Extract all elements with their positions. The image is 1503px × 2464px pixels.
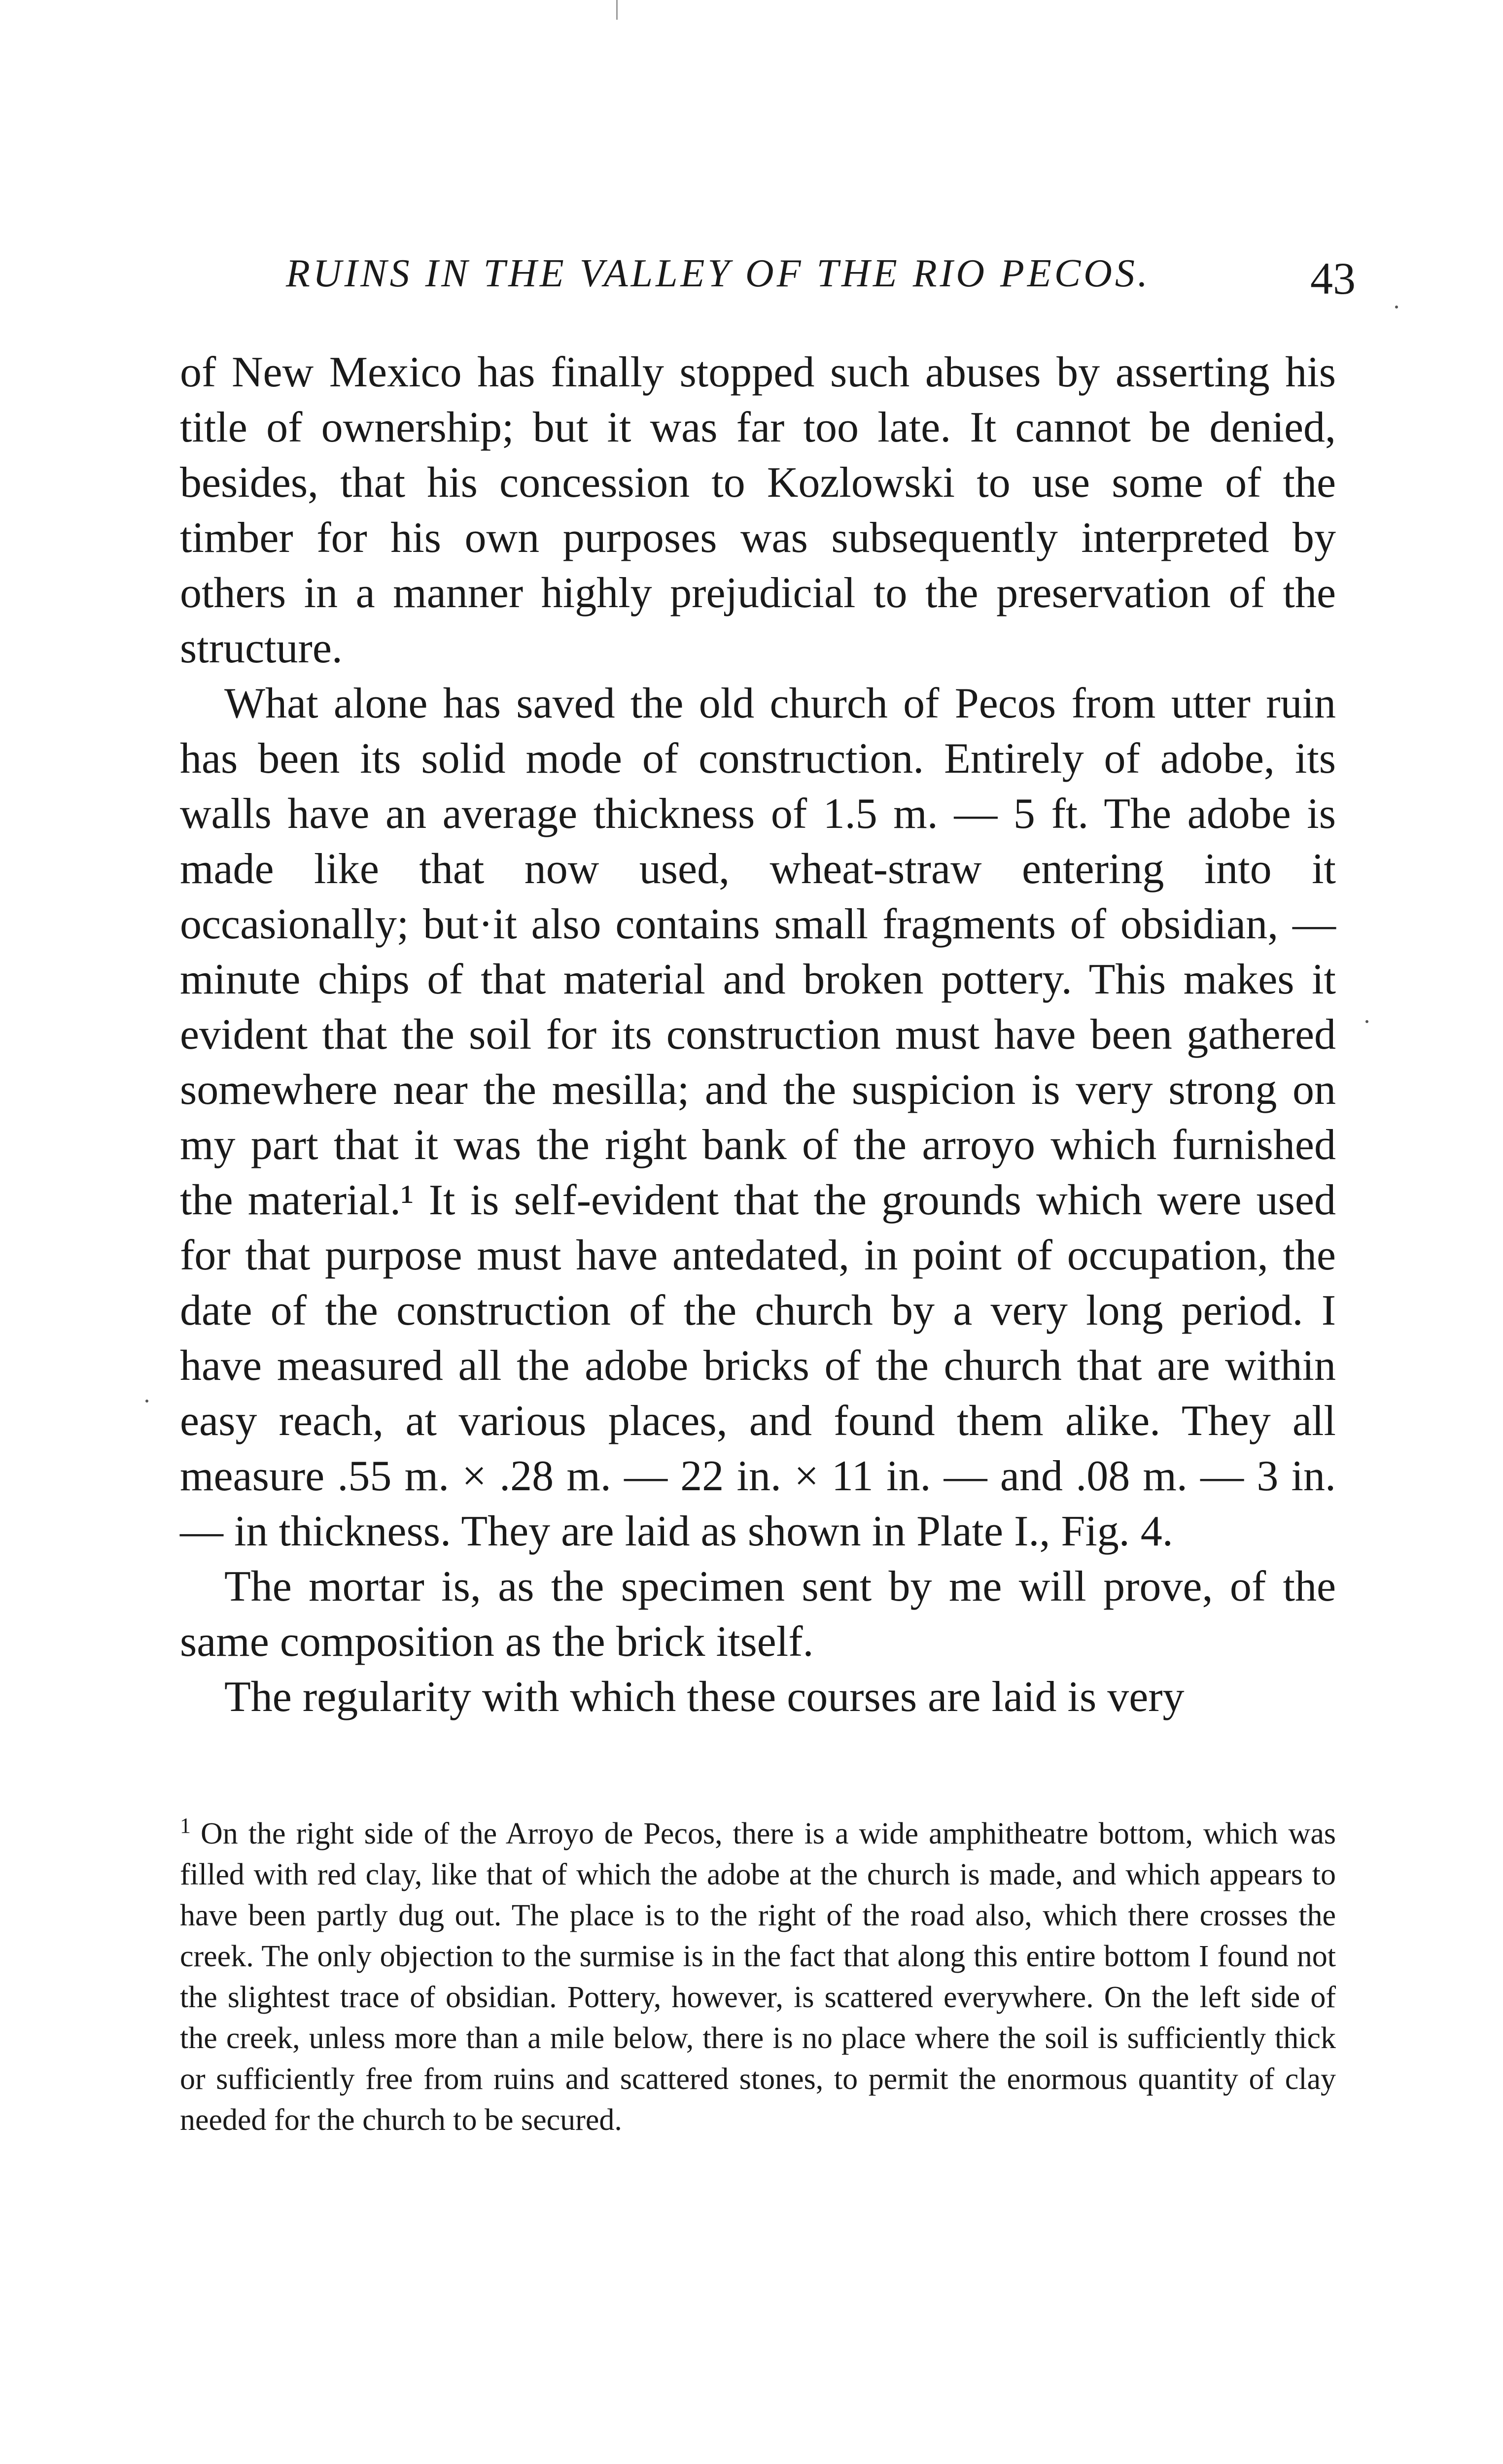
margin-dot — [1395, 306, 1398, 308]
paragraph: The regularity with which these courses are laid is very — [224, 1673, 1185, 1721]
margin-dot — [145, 1400, 148, 1403]
footnote-text: On the right side of the Arroyo de Pecos, there is a wide amphitheatre bottom, which was filled with red clay, like that of which the adobe at the church is made, and which appears to have been partly dug out. The place is to the right of the road also, which there crosses the creek. The only objection to the surmise is in the fact that along this entire bottom I found not the slightest trace of obsidian. Pottery, however, is scattered everywhere. On the left side of the creek, unless more than a mile below, there is no place where the soil is sufficiently thick or sufficiently free from ruins and scattered stones, to permit the enormous quantity of clay needed for the church to be secured. — [180, 1817, 1336, 2137]
page-number: 43 — [1310, 253, 1356, 304]
running-head: RUINS IN THE VALLEY OF THE RIO PECOS. — [286, 252, 1151, 295]
paragraph: What alone has saved the old church of Pecos from utter ruin has been its solid mode of construction. Entirely of adobe, its walls have an average thickness of 1.5 m. — 5 ft. The adobe is made like that now used, wheat-straw entering into it occasionally; but·it also contains small fragments of obsidian, — minute chips of that material and broken pottery. This makes it evident that the soil for its construction must have been gathered somewhere near the mesilla; and the suspicion is very strong on my part that it was the right bank of the arroyo which furnished the material.¹ It is self-evident that the grounds which were used for that purpose must have antedated, in point of occupation, the date of the construction of the church by a very long period. I have measured all the adobe bricks of the church that are within easy reach, at various places, and found them alike. They all measure .55 m. × .28 m. — 22 in. × 11 in. — and .08 m. — 3 in. — in thickness. They are laid as shown in Plate I., Fig. 4. — [180, 680, 1336, 1555]
page-header — [286, 246, 1356, 315]
paragraph: of New Mexico has finally stopped such abuses by asserting his title of ownership; but it was far too late. It cannot be denied, besides, that his concession to Kozlowski to use some of the timber for his own purposes was subsequently interpreted by others in a manner highly prejudicial to the preservation of the structure. — [180, 348, 1336, 672]
body-text — [180, 345, 1336, 1725]
margin-dot — [1365, 1020, 1368, 1023]
footnote-marker: 1 — [180, 1814, 191, 1838]
footnote — [180, 1814, 1336, 2141]
paragraph: The mortar is, as the specimen sent by me will prove, of the same composition as the brick itself. — [180, 1563, 1336, 1666]
top-margin-mark — [616, 0, 618, 20]
